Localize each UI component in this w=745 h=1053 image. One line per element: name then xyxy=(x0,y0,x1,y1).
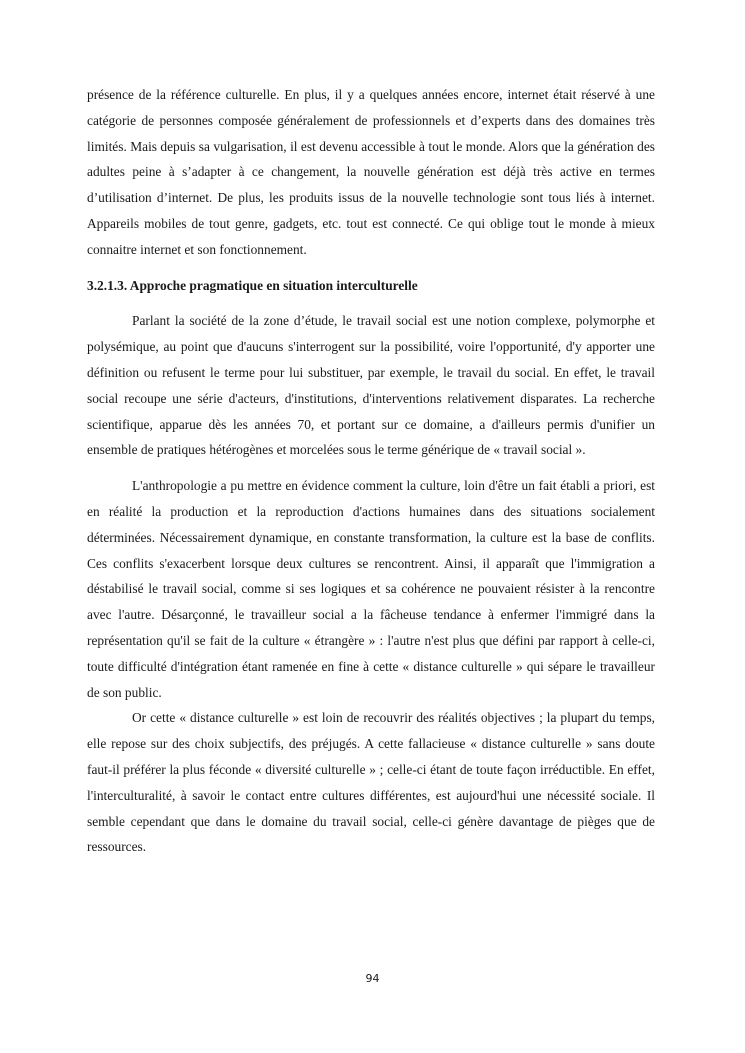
section-heading: 3.2.1.3. Approche pragmatique en situation interculturelle xyxy=(87,277,418,293)
paragraph-social-work-definition: Parlant la société de la zone d’étude, le travail social est une notion complexe, polymorphe et polysémique, au point que d'aucuns s'interrogent sur la possibilité, voire l'opportunité, d'y apporter une définition ou refusent le terme pour lui substituer, par exemple, le travail du social. En effet, le travail social recoupe une série d'acteurs, d'institutions, d'interventions relativement disparates. La recherche scientifique, apparue dès les années 70, et portant sur ce domaine, a d'ailleurs permis d'unifier un ensemble de pratiques hétérogènes et morcelées sous le terme générique de « travail social ». xyxy=(87,313,655,458)
page-number: 94 xyxy=(365,972,380,985)
paragraph-anthropology: L'anthropologie a pu mettre en évidence comment la culture, loin d'être un fait établi a priori, est en réalité la production et la reproduction d'actions humaines dans des situations socialement déterminées. Nécessairement dynamique, en constante transformation, la culture est la base de conflits. Ces conflits s'exacerbent lorsque deux cultures se rencontrent. Ainsi, il apparaît que l'immigration a déstabilisé le travail social, comme si ses logiques et sa cohérence ne pouvaient résister à la rencontre avec l'autre. Désarçonné, le travailleur social a la fâcheuse tendance à enfermer l'immigré dans la représentation qu'il se fait de la culture « étrangère » : l'autre n'est plus que défini par rapport à celle-ci, toute difficulté d'intégration étant ramenée en fine à cette « distance culturelle » qui sépare le travailleur de son public. xyxy=(87,478,655,700)
page-body xyxy=(87,82,655,860)
paragraph-cultural-distance: Or cette « distance culturelle » est loin de recouvrir des réalités objectives ; la plupart du temps, elle repose sur des choix subjectifs, des préjugés. A cette fallacieuse « distance culturelle » sans doute faut-il préférer la plus féconde « diversité culturelle » ; celle-ci étant de toute façon irréductible. En effet, l'interculturalité, à savoir le contact entre cultures différentes, est aujourd'hui une nécessité sociale. Il semble cependant que dans le domaine du travail social, celle-ci génère davantage de pièges que de ressources. xyxy=(87,710,655,855)
paragraph-internet-access: présence de la référence culturelle. En plus, il y a quelques années encore, internet était réservé à une catégorie de personnes composée généralement de professionnels et d’experts dans des domaines très limités. Mais depuis sa vulgarisation, il est devenu accessible à tout le monde. Alors que la génération des adultes peine à s’adapter à ce changement, la nouvelle génération est déjà très active en termes d’utilisation d’internet. De plus, les produits issus de la nouvelle technologie sont tous liés à internet. Appareils mobiles de tout genre, gadgets, etc. tout est connecté. Ce qui oblige tout le monde à mieux connaitre internet et son fonctionnement. xyxy=(87,87,655,257)
